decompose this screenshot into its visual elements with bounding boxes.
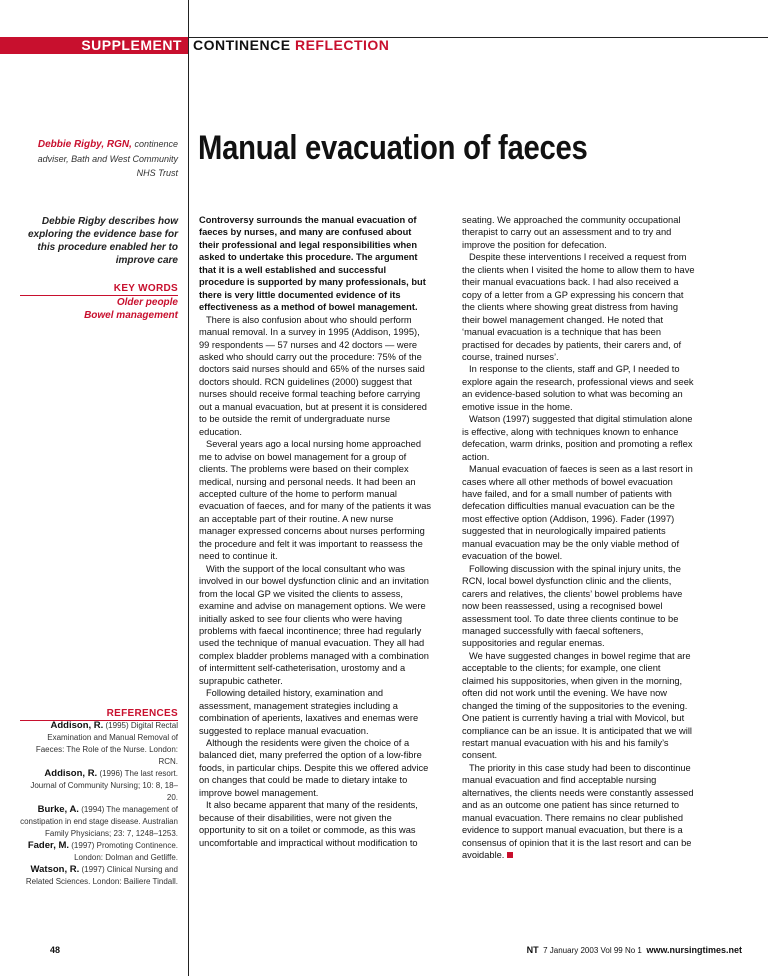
reference-item — [20, 864, 178, 888]
reference-text: (1997) Promoting Continence. London: Dolman and Getliffe. — [71, 841, 178, 862]
reference-item — [20, 840, 178, 864]
reference-author: Fader, M. — [27, 840, 70, 851]
body-paragraph: Despite these interventions I received a request from the clients when I visited the home to allow them to have their manual evacuations back. I had also received a copy of a letter from a GP expressing his concern that the clients where showing great distress from having their bowel management changed. He noted that ‘manual evacuation is a technique that has been practised for decades by patients, their carers and, of course, trained nurses’. — [462, 252, 695, 362]
body-paragraph — [462, 762, 695, 862]
body-paragraph: Although the residents were given the choice of a balanced diet, many preferred the option of a low-fibre foods, in particular chips. Despite this we offered advice on changes that could be made to dietary intake to improve bowel management. — [199, 738, 429, 798]
reference-item — [20, 804, 178, 840]
keyword-item: Older people — [116, 297, 178, 308]
body-paragraph: Following detailed history, examination and assessment, management strategies including a combination of aperients, laxatives and enemas were suggested to replace manual evacuation. — [199, 688, 419, 736]
body-paragraph: In response to the clients, staff and GP, I needed to explore again the research, professional views and seek an evidence-based solution to what was becoming an emotive issue in the home. — [462, 364, 694, 412]
standfirst: Debbie Rigby describes how exploring the evidence base for this procedure enabled her to improve care — [27, 216, 178, 266]
reference-text: (1995) Digital Rectal Examination and Manual Removal of Faeces: The Role of the Nurse. London: RCN. — [35, 721, 178, 766]
footer-info — [527, 944, 742, 957]
keyword-item: Bowel management — [84, 310, 178, 321]
issue-info: 7 January 2003 Vol 99 No 1 — [543, 946, 642, 955]
body-paragraph: Following discussion with the spinal injury units, the RCN, local bowel dysfunction clinic and the clients, carers and relatives, the clients’ bowel problems have now been reassessed, using a recognised bowel assessment tool. To date three clients continue to be managed successfully with faecal softeners, suppositories and regular enemas. — [462, 563, 683, 649]
column-divider-line — [188, 0, 189, 976]
author-role: continence adviser, Bath and West Community NHS Trust — [37, 139, 178, 178]
final-paragraph-text: The priority in this case study had been to discontinue manual evacuation and find acceptable nursing alternatives, the clients needs were constantly assessed and as an outcome one patient has since returned to manual evacuation. There remains no clear published evidence to support manual evacuation, but there is a consensus of opinion that it is the last resort and can be avoidable. — [462, 762, 694, 861]
body-paragraph: There is also confusion about who should perform manual removal. In a survey in 1995 (Addison, 1995), 99 respondents — 57 nurses and 42 doctors — were asked who should carry out the procedure: 75% of the doctors said nurses should and 65% of the nurses said doctors should. RCN guidelines (2000) suggest that nurses should receive formal teaching before carrying out a manual evacuation, but at present it is considered to be outside the remit of undergraduate nurse education. — [199, 314, 427, 437]
topic-sub-label: REFLECTION — [294, 37, 390, 53]
body-paragraph: It also became apparent that many of the residents, because of their disabilities, were not given the opportunity to sit on a toilet or commode, as this was uncomfortable and impractical without modification to — [199, 800, 418, 848]
body-paragraph: Several years ago a local nursing home approached me to advise on bowel management for a group of clients. The problems were based on their complex medical, nursing and personal needs. It had been an accepted culture of the home to perform manual evacuation of faeces, and for many of the patients it was an acceptable part of their routine. A new nurse manager expressed concerns about nurses performing the procedure and felt it was important to reassess the need to continue it. — [199, 439, 432, 562]
topic-label: CONTINENCE — [193, 37, 291, 53]
topic-heading — [193, 37, 389, 54]
reference-item — [20, 720, 178, 768]
reference-author: Addison, R. — [50, 720, 104, 731]
end-mark-icon — [507, 852, 513, 858]
page-number: 48 — [50, 945, 61, 955]
body-column-left — [199, 214, 432, 849]
body-column-right — [462, 214, 695, 862]
reference-text: (1996) The last resort. Journal of Community Nursing; 10: 8, 18–20. — [30, 769, 178, 802]
article-title: Manual evacuation of faeces — [198, 129, 588, 167]
reference-item — [20, 768, 178, 804]
author-name: Debbie Rigby, RGN, — [37, 139, 132, 150]
body-paragraph: We have suggested changes in bowel regime that are acceptable to the clients; for example, one client claimed his suppositories, when given in the morning, often did not work until the evening. We have now changed the timing of the suppositories to the evening. One patient is currently having a trial with Movicol, but compliance can be an issue. It is anticipated that we will restart manual evacuation with his and his family’s consent. — [462, 650, 692, 761]
website-link[interactable]: www.nursingtimes.net — [646, 945, 742, 955]
body-paragraph: Manual evacuation of faeces is seen as a last resort in cases where all other methods of bowel evacuation have failed, and for a small number of patients with defecation difficulties manual evacuation can be the most effective option (Addison, 1996). Fader (1997) suggested that in neurologically impaired patients manual evacuation may be the only viable method of evacuation of the bowel. — [462, 464, 693, 562]
references-list — [20, 720, 178, 888]
references-heading: REFERENCES — [106, 708, 178, 719]
body-paragraph: With the support of the local consultant who was involved in our bowel dysfunction clinic and an invitation from the local GP we visited the clients to assess, examine and advise on management options. We were initially asked to see four clients who were having problems with faecal incontinence; three had regularly used the technique of manual evacuation. They all had complex bladder problems managed with a combination of intermittent self-catheterisation, urostomy and a suprapubic catheter. — [199, 563, 429, 686]
journal-name: NT — [526, 945, 539, 955]
reference-text: (1997) Clinical Nursing and Related Sciences. London: Bailiere Tindall. — [25, 865, 178, 886]
reference-text: (1994) The management of constipation in end stage disease. Australian Family Physicians; 23: 7, 1248–1253. — [20, 805, 178, 838]
body-paragraph: Watson (1997) suggested that digital stimulation alone is effective, along with techniques known to enhance defecation, warm drinks, position and promoting a reflex action. — [462, 414, 693, 462]
reference-author: Burke, A. — [37, 804, 79, 815]
body-paragraph: seating. We approached the community occupational therapist to carry out an assessment and to try and improve the position for defecation. — [462, 215, 681, 250]
reference-author: Watson, R. — [30, 864, 80, 875]
keywords-heading: KEY WORDS — [113, 283, 178, 294]
lead-paragraph: Controversy surrounds the manual evacuation of faeces by nurses, and many are confused about their professional and legal responsibilities when asked to undertake this procedure. The argument that it is a well established and successful procedure is supported by many professionals, but there is very little documented evidence of its effectiveness as a method of bowel management. — [199, 215, 426, 313]
section-label: SUPPLEMENT — [81, 37, 182, 53]
section-banner — [0, 37, 188, 54]
author-byline — [20, 137, 178, 180]
reference-author: Addison, R. — [44, 768, 98, 779]
keywords-list — [20, 296, 178, 322]
